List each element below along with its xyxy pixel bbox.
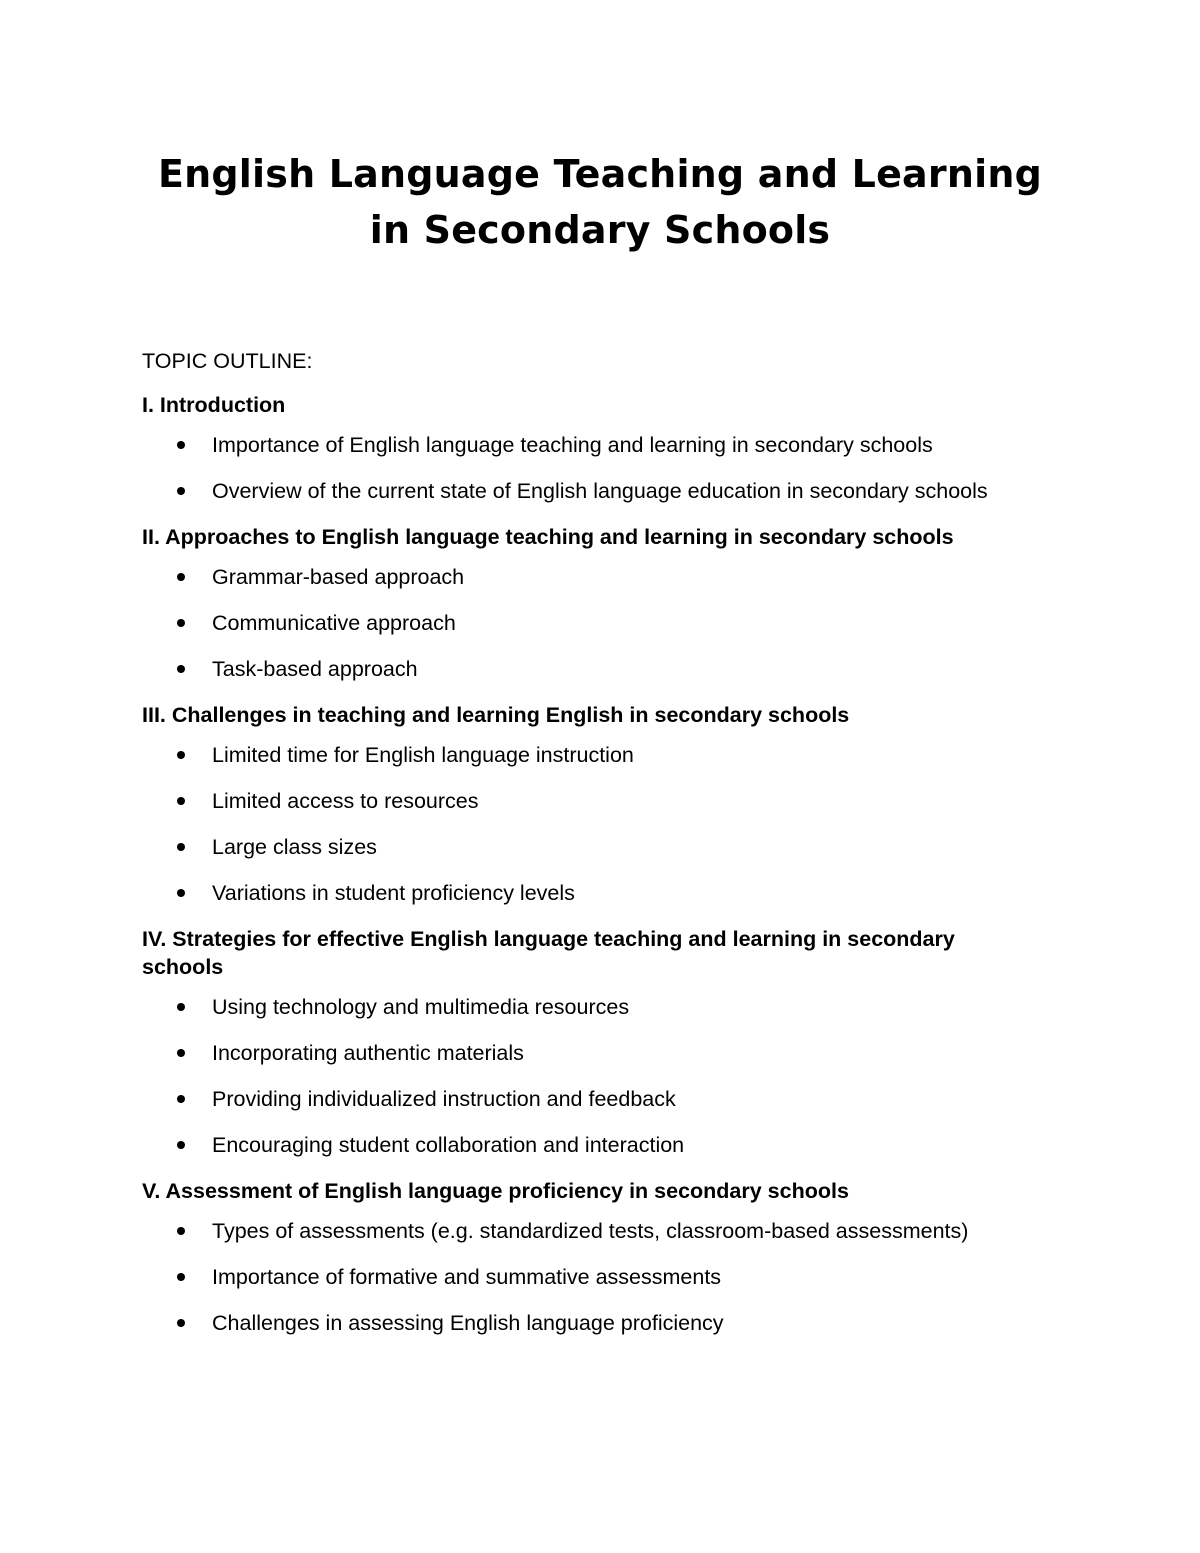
- list-item: [142, 1039, 1042, 1067]
- bullet-icon: [177, 487, 185, 495]
- title-line-2: in Secondary Schools: [369, 208, 831, 252]
- bullet-icon: [177, 1273, 185, 1281]
- bullet-icon: [177, 1003, 185, 1011]
- section-challenges: [142, 701, 1042, 907]
- bullet-list: [142, 741, 1042, 907]
- bullet-icon: [177, 751, 185, 759]
- list-item-text: Task-based approach: [212, 657, 418, 681]
- list-item: [142, 477, 1042, 505]
- bullet-icon: [177, 1319, 185, 1327]
- list-item: [142, 431, 1042, 459]
- list-item-text: Variations in student proficiency levels: [212, 881, 575, 905]
- list-item-text: Overview of the current state of English language education in secondary schools: [212, 479, 988, 503]
- bullet-icon: [177, 1227, 185, 1235]
- list-item: [142, 1085, 1042, 1113]
- topic-outline: [142, 345, 1042, 1355]
- bullet-list: [142, 993, 1042, 1159]
- section-heading: II. Approaches to English language teaching and learning in secondary schools: [142, 525, 954, 549]
- outline-label: TOPIC OUTLINE:: [142, 349, 313, 373]
- list-item-text: Limited time for English language instruction: [212, 743, 634, 767]
- bullet-icon: [177, 665, 185, 673]
- bullet-icon: [177, 843, 185, 851]
- bullet-icon: [177, 1095, 185, 1103]
- list-item: [142, 1263, 1042, 1291]
- list-item-text: Large class sizes: [212, 835, 377, 859]
- list-item: [142, 1309, 1042, 1337]
- list-item-text: Importance of formative and summative assessments: [212, 1265, 722, 1289]
- list-item: [142, 1131, 1042, 1159]
- section-heading: V. Assessment of English language proficiency in secondary schools: [142, 1179, 849, 1203]
- bullet-icon: [177, 619, 185, 627]
- list-item: [142, 787, 1042, 815]
- list-item-text: Types of assessments (e.g. standardized tests, classroom-based assessments): [212, 1219, 969, 1243]
- bullet-icon: [177, 889, 185, 897]
- list-item: [142, 993, 1042, 1021]
- bullet-icon: [177, 573, 185, 581]
- title-line-1: English Language Teaching and Learning: [158, 152, 1042, 196]
- section-heading: IV. Strategies for effective English language teaching and learning in secondary schools: [142, 927, 955, 979]
- section-heading: III. Challenges in teaching and learning English in secondary schools: [142, 703, 850, 727]
- list-item-text: Importance of English language teaching and learning in secondary schools: [212, 433, 933, 457]
- list-item-text: Encouraging student collaboration and interaction: [212, 1133, 685, 1157]
- list-item: [142, 563, 1042, 591]
- list-item-text: Using technology and multimedia resources: [212, 995, 630, 1019]
- list-item-text: Providing individualized instruction and feedback: [212, 1087, 676, 1111]
- section-introduction: [142, 391, 1042, 505]
- section-heading: I. Introduction: [142, 393, 286, 417]
- list-item-text: Incorporating authentic materials: [212, 1041, 524, 1065]
- bullet-list: [142, 431, 1042, 505]
- bullet-list: [142, 563, 1042, 683]
- bullet-icon: [177, 1141, 185, 1149]
- list-item-text: Challenges in assessing English language proficiency: [212, 1311, 724, 1335]
- bullet-icon: [177, 441, 185, 449]
- list-item: [142, 833, 1042, 861]
- list-item: [142, 741, 1042, 769]
- bullet-list: [142, 1217, 1042, 1337]
- list-item: [142, 879, 1042, 907]
- list-item: [142, 1217, 1042, 1245]
- list-item: [142, 609, 1042, 637]
- bullet-icon: [177, 797, 185, 805]
- bullet-icon: [177, 1049, 185, 1057]
- list-item-text: Communicative approach: [212, 611, 456, 635]
- document-title: [0, 146, 1200, 258]
- section-assessment: [142, 1177, 1042, 1337]
- list-item: [142, 655, 1042, 683]
- list-item-text: Limited access to resources: [212, 789, 479, 813]
- list-item-text: Grammar-based approach: [212, 565, 465, 589]
- section-approaches: [142, 523, 1042, 683]
- section-strategies: [142, 925, 1042, 1159]
